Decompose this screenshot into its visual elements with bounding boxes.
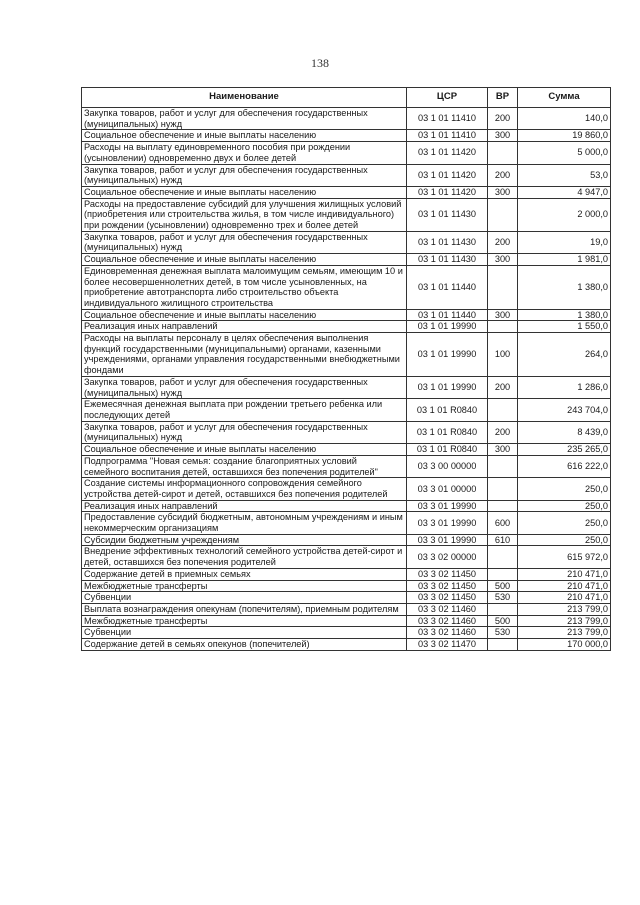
row-name: Закупка товаров, работ и услуг для обеспечения государственных (муниципальных) нужд <box>82 108 407 130</box>
row-name: Расходы на выплаты персоналу в целях обеспечения выполнения функций государственными (муниципальными) органами, казенными учреждениями, органами управления государственными внебюджетными фондами <box>82 333 407 377</box>
row-sum: 1 380,0 <box>518 265 611 309</box>
row-vr <box>488 198 518 231</box>
row-name: Закупка товаров, работ и услуг для обеспечения государственных (муниципальных) нужд <box>82 164 407 186</box>
table-row <box>82 639 611 651</box>
row-name: Содержание детей в приемных семьях <box>82 568 407 580</box>
row-name: Создание системы информационного сопровождения семейного устройства детей-сирот и детей, оставшихся без попечения родителей <box>82 478 407 500</box>
row-code: 03 1 01 11430 <box>407 254 488 266</box>
row-code: 03 1 01 19990 <box>407 376 488 398</box>
row-vr: 200 <box>488 108 518 130</box>
row-code: 03 3 02 00000 <box>407 546 488 568</box>
row-code: 03 1 01 R0840 <box>407 421 488 443</box>
row-name: Социальное обеспечение и иные выплаты населению <box>82 444 407 456</box>
table-row <box>82 512 611 534</box>
row-vr: 100 <box>488 333 518 377</box>
row-code: 03 1 01 11430 <box>407 231 488 253</box>
row-code: 03 1 01 11440 <box>407 309 488 321</box>
row-vr: 300 <box>488 444 518 456</box>
table-row <box>82 333 611 377</box>
row-sum: 210 471,0 <box>518 568 611 580</box>
row-vr <box>488 500 518 512</box>
row-code: 03 1 01 11410 <box>407 130 488 142</box>
table-row <box>82 580 611 592</box>
row-code: 03 3 00 00000 <box>407 455 488 477</box>
table-row <box>82 592 611 604</box>
row-sum: 210 471,0 <box>518 580 611 592</box>
row-sum: 19 860,0 <box>518 130 611 142</box>
table-row <box>82 376 611 398</box>
row-sum: 616 222,0 <box>518 455 611 477</box>
row-name: Реализация иных направлений <box>82 500 407 512</box>
table-row <box>82 568 611 580</box>
row-vr <box>488 321 518 333</box>
row-name: Закупка товаров, работ и услуг для обеспечения государственных (муниципальных) нужд <box>82 376 407 398</box>
row-code: 03 1 01 19990 <box>407 321 488 333</box>
header-code: ЦСР <box>407 88 488 108</box>
row-code: 03 3 02 11460 <box>407 627 488 639</box>
table-row <box>82 444 611 456</box>
row-vr <box>488 142 518 164</box>
row-sum: 213 799,0 <box>518 603 611 615</box>
row-code: 03 3 02 11450 <box>407 568 488 580</box>
row-code: 03 3 02 11460 <box>407 603 488 615</box>
row-sum: 243 704,0 <box>518 399 611 421</box>
row-code: 03 1 01 19990 <box>407 333 488 377</box>
row-vr <box>488 546 518 568</box>
table-row <box>82 627 611 639</box>
table-row <box>82 254 611 266</box>
row-sum: 250,0 <box>518 500 611 512</box>
row-vr: 200 <box>488 421 518 443</box>
row-sum: 1 380,0 <box>518 309 611 321</box>
budget-table <box>81 87 611 651</box>
row-sum: 140,0 <box>518 108 611 130</box>
page-number: 138 <box>311 56 329 70</box>
row-code: 03 3 02 11450 <box>407 592 488 604</box>
row-code: 03 3 02 11460 <box>407 615 488 627</box>
row-name: Расходы на выплату единовременного пособия при рождении (усыновлении) одновременно двух и более детей <box>82 142 407 164</box>
row-name: Содержание детей в семьях опекунов (попечителей) <box>82 639 407 651</box>
row-name: Социальное обеспечение и иные выплаты населению <box>82 309 407 321</box>
header-name: Наименование <box>82 88 407 108</box>
table-row <box>82 198 611 231</box>
row-vr: 300 <box>488 186 518 198</box>
row-code: 03 3 01 19990 <box>407 534 488 546</box>
row-name: Социальное обеспечение и иные выплаты населению <box>82 130 407 142</box>
row-vr: 200 <box>488 231 518 253</box>
row-code: 03 1 01 11420 <box>407 186 488 198</box>
row-sum: 53,0 <box>518 164 611 186</box>
row-code: 03 1 01 R0840 <box>407 399 488 421</box>
row-name: Расходы на предоставление субсидий для улучшения жилищных условий (приобретения или строительства жилья, в том числе индивидуального) при рождении (усыновлении) одновременно трех и более детей <box>82 198 407 231</box>
table-row <box>82 108 611 130</box>
row-vr <box>488 265 518 309</box>
row-vr: 610 <box>488 534 518 546</box>
row-name: Единовременная денежная выплата малоимущим семьям, имеющим 10 и более несовершеннолетних детей, в том числе усыновленных, на приобретение автотранспорта либо строительство объекта индивидуального жилищного строительства <box>82 265 407 309</box>
table-body <box>82 108 611 651</box>
row-name: Закупка товаров, работ и услуг для обеспечения государственных (муниципальных) нужд <box>82 421 407 443</box>
table-row <box>82 534 611 546</box>
row-code: 03 3 01 19990 <box>407 500 488 512</box>
table-row <box>82 615 611 627</box>
table-header-row <box>82 88 611 108</box>
table-row <box>82 231 611 253</box>
table-row <box>82 421 611 443</box>
row-name: Субсидии бюджетным учреждениям <box>82 534 407 546</box>
table-row <box>82 478 611 500</box>
row-sum: 8 439,0 <box>518 421 611 443</box>
row-name: Предоставление субсидий бюджетным, автономным учреждениям и иным некоммерческим организациям <box>82 512 407 534</box>
row-vr <box>488 478 518 500</box>
row-sum: 615 972,0 <box>518 546 611 568</box>
table-row <box>82 603 611 615</box>
row-code: 03 1 01 11410 <box>407 108 488 130</box>
row-vr: 500 <box>488 580 518 592</box>
table-row <box>82 164 611 186</box>
header-sum: Сумма <box>518 88 611 108</box>
row-code: 03 1 01 11430 <box>407 198 488 231</box>
row-vr: 300 <box>488 130 518 142</box>
row-vr <box>488 639 518 651</box>
row-name: Закупка товаров, работ и услуг для обеспечения государственных (муниципальных) нужд <box>82 231 407 253</box>
row-vr: 530 <box>488 592 518 604</box>
row-vr <box>488 399 518 421</box>
row-sum: 213 799,0 <box>518 615 611 627</box>
table-row <box>82 500 611 512</box>
row-name: Ежемесячная денежная выплата при рождении третьего ребенка или последующих детей <box>82 399 407 421</box>
row-name: Субвенции <box>82 627 407 639</box>
row-name: Социальное обеспечение и иные выплаты населению <box>82 254 407 266</box>
header-vr: ВР <box>488 88 518 108</box>
row-vr <box>488 455 518 477</box>
row-code: 03 1 01 11420 <box>407 142 488 164</box>
row-sum: 4 947,0 <box>518 186 611 198</box>
row-code: 03 1 01 11440 <box>407 265 488 309</box>
table-row <box>82 399 611 421</box>
row-vr: 600 <box>488 512 518 534</box>
row-vr <box>488 568 518 580</box>
row-vr: 300 <box>488 309 518 321</box>
row-vr: 500 <box>488 615 518 627</box>
table-row <box>82 130 611 142</box>
row-code: 03 3 02 11450 <box>407 580 488 592</box>
row-sum: 170 000,0 <box>518 639 611 651</box>
row-name: Внедрение эффективных технологий семейного устройства детей-сирот и детей, оставшихся без попечения родителей <box>82 546 407 568</box>
row-name: Выплата вознаграждения опекунам (попечителям), приемным родителям <box>82 603 407 615</box>
row-name: Межбюджетные трансферты <box>82 615 407 627</box>
table-row <box>82 265 611 309</box>
table-row <box>82 455 611 477</box>
row-name: Межбюджетные трансферты <box>82 580 407 592</box>
row-name: Социальное обеспечение и иные выплаты населению <box>82 186 407 198</box>
row-vr: 200 <box>488 376 518 398</box>
row-sum: 213 799,0 <box>518 627 611 639</box>
row-vr: 530 <box>488 627 518 639</box>
row-sum: 1 286,0 <box>518 376 611 398</box>
row-sum: 235 265,0 <box>518 444 611 456</box>
row-code: 03 3 01 00000 <box>407 478 488 500</box>
row-code: 03 1 01 R0840 <box>407 444 488 456</box>
row-name: Подпрограмма "Новая семья: создание благоприятных условий семейного воспитания детей, оставшихся без попечения родителей" <box>82 455 407 477</box>
row-name: Субвенции <box>82 592 407 604</box>
row-code: 03 3 02 11470 <box>407 639 488 651</box>
row-sum: 1 981,0 <box>518 254 611 266</box>
row-sum: 1 550,0 <box>518 321 611 333</box>
row-sum: 250,0 <box>518 534 611 546</box>
row-sum: 19,0 <box>518 231 611 253</box>
row-sum: 2 000,0 <box>518 198 611 231</box>
table-row <box>82 309 611 321</box>
row-vr: 300 <box>488 254 518 266</box>
row-sum: 250,0 <box>518 512 611 534</box>
table-row <box>82 546 611 568</box>
row-sum: 210 471,0 <box>518 592 611 604</box>
row-sum: 5 000,0 <box>518 142 611 164</box>
table-row <box>82 142 611 164</box>
row-name: Реализация иных направлений <box>82 321 407 333</box>
row-vr <box>488 603 518 615</box>
row-sum: 264,0 <box>518 333 611 377</box>
row-code: 03 1 01 11420 <box>407 164 488 186</box>
table-row <box>82 321 611 333</box>
row-sum: 250,0 <box>518 478 611 500</box>
row-code: 03 3 01 19990 <box>407 512 488 534</box>
row-vr: 200 <box>488 164 518 186</box>
table-row <box>82 186 611 198</box>
